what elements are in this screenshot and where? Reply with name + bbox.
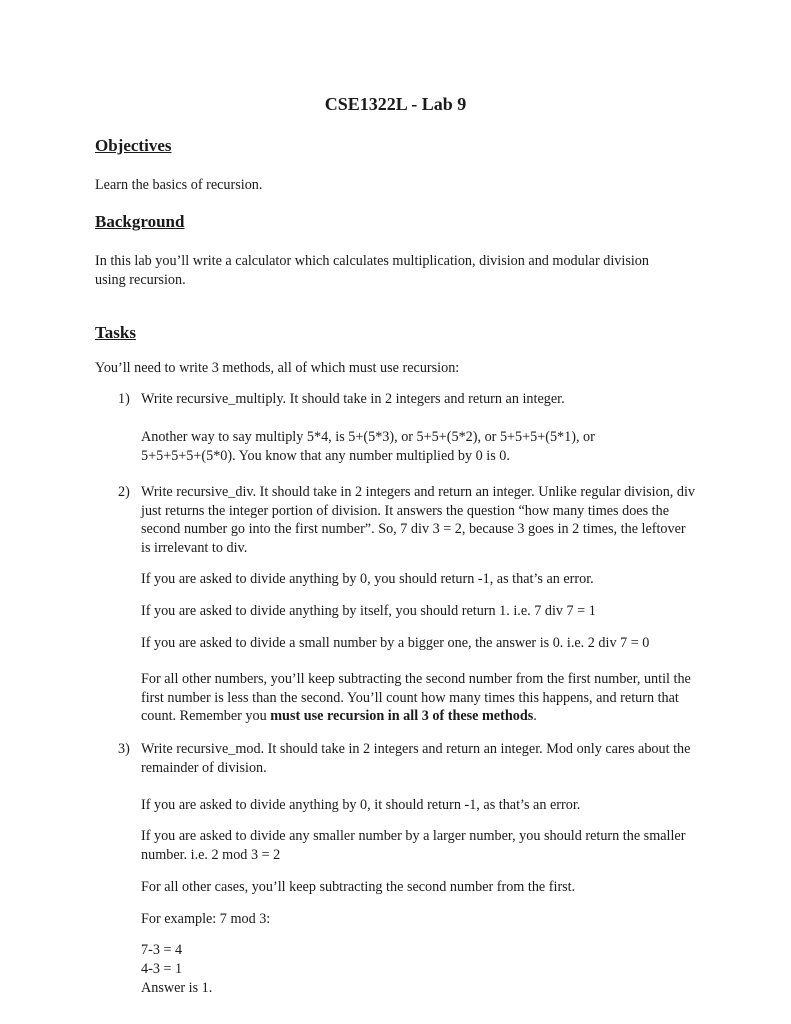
task-2-paragraph-4-tail: .: [533, 708, 537, 724]
background-text: In this lab you’ll write a calculator which calculates multiplication, division and modular division using recursion.: [95, 253, 649, 288]
task-3-description: Write recursive_mod. It should take in 2 integers and return an integer. Mod only cares about the remainder of division.: [141, 741, 691, 776]
task-2-paragraph-3: If you are asked to divide a small number by a bigger one, the answer is 0. i.e. 2 div 7 = 0: [141, 635, 650, 651]
tasks-heading: Tasks: [95, 323, 136, 342]
page-title: CSE1322L - Lab 9: [324, 94, 467, 114]
background-heading: Background: [95, 212, 185, 231]
task-3-paragraph-2: If you are asked to divide any smaller number by a larger number, you should return the smaller number. i.e. 2 mod 3 = 2: [141, 828, 686, 863]
task-2-paragraph-1: If you are asked to divide anything by 0, you should return -1, as that’s an error.: [141, 571, 594, 587]
task-2-paragraph-2: If you are asked to divide anything by itself, you should return 1. i.e. 7 div 7 = 1: [141, 603, 596, 619]
task-3-paragraph-1: If you are asked to divide anything by 0, it should return -1, as that’s an error.: [141, 797, 581, 813]
task-1-number: 1): [118, 391, 130, 407]
task-1-description: Write recursive_multiply. It should take in 2 integers and return an integer.: [141, 391, 565, 407]
objectives-heading: Objectives: [95, 136, 172, 155]
task-1-paragraph: Another way to say multiply 5*4, is 5+(5*3), or 5+5+(5*2), or 5+5+5+(5*1), or 5+5+5+5+(5*0). You know that any number multiplied by 0 is 0.: [141, 429, 595, 464]
task-2-paragraph-4-lead: For all other numbers, you’ll keep subtracting the second number from the first number, until the first number is less than the second. You’ll count how many times this happens, and return that count. Remember you: [141, 671, 691, 724]
task-3-paragraph-4: For example: 7 mod 3:: [141, 911, 271, 927]
example-line-3: Answer is 1.: [141, 980, 213, 996]
tasks-intro: You’ll need to write 3 methods, all of which must use recursion:: [95, 360, 460, 376]
objectives-text: Learn the basics of recursion.: [95, 177, 263, 193]
example-line-1: 7-3 = 4: [141, 942, 183, 958]
task-2-paragraph-4-bold: must use recursion in all 3 of these methods: [270, 708, 534, 724]
task-2-description: Write recursive_div. It should take in 2 integers and return an integer. Unlike regular division, div just returns the integer portion of division. It answers the question “how many times does the second number go into the first number”. So, 7 div 3 = 2, because 3 goes in 2 times, the leftover is irrelevant to div.: [141, 484, 696, 556]
task-3-number: 3): [118, 741, 130, 757]
task-2-number: 2): [118, 484, 130, 500]
task-2-paragraph-4: [141, 670, 697, 726]
example-line-2: 4-3 = 1: [141, 961, 183, 977]
task-3-paragraph-3: For all other cases, you’ll keep subtracting the second number from the first.: [141, 879, 576, 895]
